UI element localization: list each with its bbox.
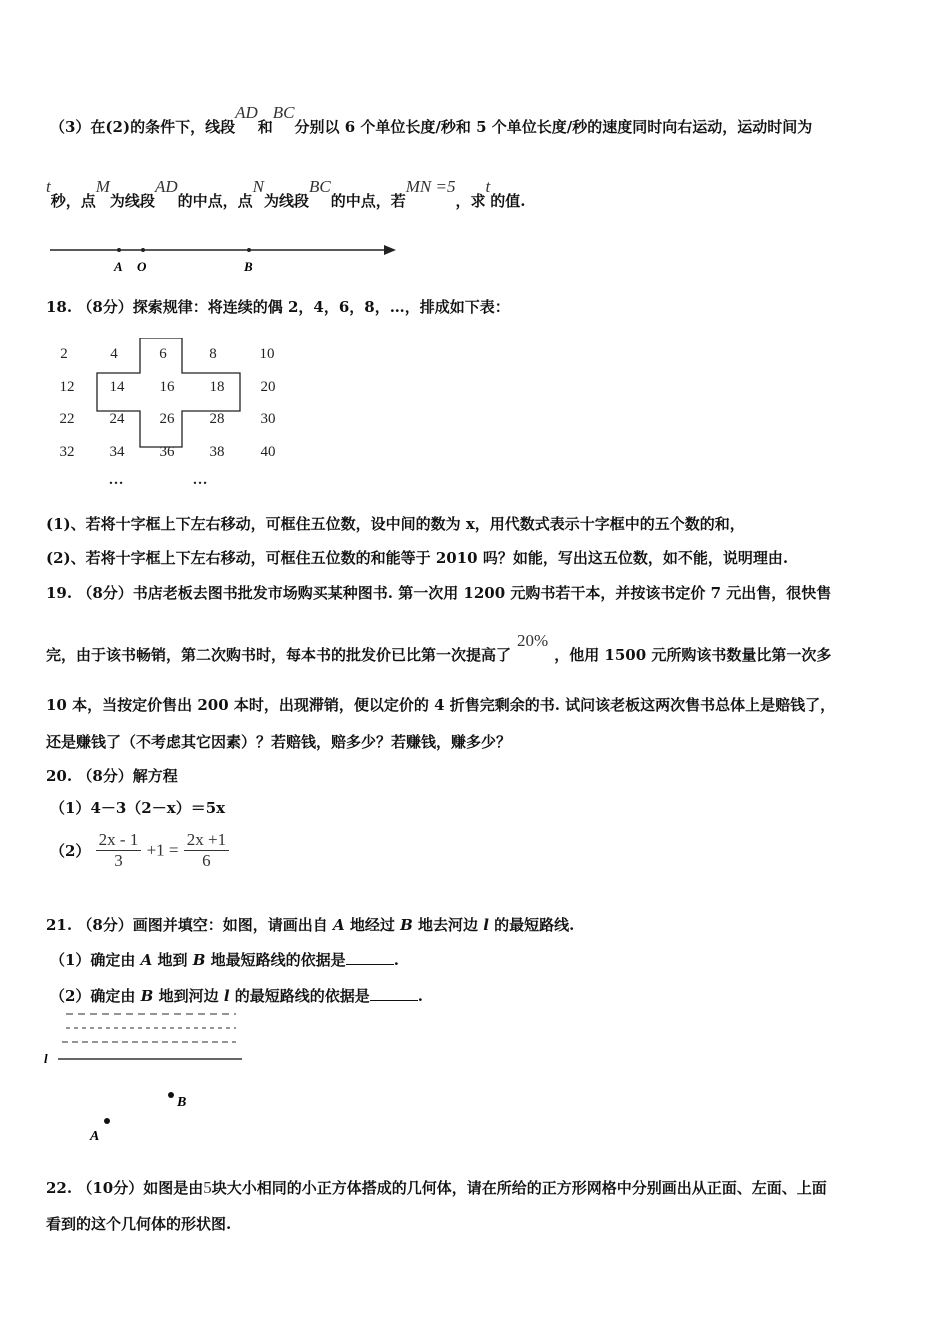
table-cell: 32 bbox=[59, 444, 75, 460]
q19-line3: 10 本，当按定价售出 200 本时，出现滞销，便以定价的 4 折售完剩余的书. 试问该老板这两次售书总体上是赔钱了， bbox=[46, 696, 836, 714]
text-fragment: 秒，点 bbox=[50, 192, 96, 210]
table-cell: 38 bbox=[209, 444, 225, 460]
arrow-head-icon bbox=[384, 245, 396, 255]
table-cell: 12 bbox=[59, 379, 75, 395]
label-b: B bbox=[177, 1095, 187, 1110]
q17-line1 bbox=[50, 103, 813, 137]
text-fragment: ，他用 1500 元所购该书数量比第一次多 bbox=[554, 646, 832, 664]
q20-title: 20. （8分）解方程 bbox=[46, 767, 178, 785]
q19-line2 bbox=[46, 631, 832, 665]
numerator: 2x - 1 bbox=[96, 830, 142, 851]
point-a: A bbox=[332, 916, 345, 934]
q18-title: 18. （8分）探索规律：将连续的偶 2，4，6，8，…，排成如下表： bbox=[46, 298, 510, 316]
table-cell: 2 bbox=[60, 346, 68, 362]
point-n: N bbox=[252, 177, 264, 196]
answer-blank[interactable] bbox=[370, 986, 418, 1001]
point-b: B bbox=[140, 987, 154, 1005]
percent-value: 20% bbox=[517, 631, 549, 650]
text-fragment: 地到河边 bbox=[153, 987, 224, 1005]
point-a-dot bbox=[104, 1118, 110, 1124]
q19-line1: 19. （8分）书店老板去图书批发市场购买某种图书. 第一次用 1200 元购书若干本，并按该书定价 7 元出售，很快售 bbox=[46, 584, 832, 602]
text-fragment: 完，由于该书畅销，第二次购书时，每本书的批发价已比第一次提高了 bbox=[46, 646, 512, 664]
segment-bc: BC bbox=[308, 177, 331, 196]
text-fragment: 地经过 bbox=[344, 916, 401, 934]
label-a: A bbox=[90, 1129, 100, 1144]
denominator: 3 bbox=[114, 851, 123, 870]
table-cell: 4 bbox=[110, 346, 118, 362]
river-figure bbox=[40, 1008, 250, 1148]
table-cell: 40 bbox=[260, 444, 276, 460]
table-cell: 18 bbox=[209, 379, 225, 395]
segment-ad: AD bbox=[235, 103, 258, 122]
text-fragment: ，求 bbox=[455, 192, 486, 210]
text-fragment: 为线段 bbox=[263, 192, 309, 210]
q17-line1-prefix: （3）在(2)的条件下，线段 bbox=[50, 118, 236, 136]
q22-line2: 看到的这个几何体的形状图. bbox=[46, 1215, 232, 1233]
point-b-dot bbox=[247, 248, 251, 252]
table-cell: 16 bbox=[159, 379, 175, 395]
denominator: 6 bbox=[202, 851, 211, 870]
point-m: M bbox=[95, 177, 110, 196]
q18-part2: (2)、若将十字框上下左右移动，可框住五位数的和能等于 2010 吗？如能，写出这五位数，如不能，说明理由. bbox=[46, 549, 789, 567]
text-fragment: . bbox=[417, 987, 423, 1005]
even-number-table bbox=[40, 338, 290, 498]
equation-mn: MN =5 bbox=[405, 177, 456, 196]
text-fragment: 的最短路线的依据是 bbox=[229, 987, 370, 1005]
point-o-dot bbox=[141, 248, 145, 252]
q21-part1 bbox=[50, 949, 399, 970]
text-fragment: 为线段 bbox=[109, 192, 155, 210]
equation-1: 4－3（2－x）＝5x bbox=[90, 799, 226, 817]
table-cell: 26 bbox=[159, 411, 175, 427]
text-fragment: （1）确定由 bbox=[50, 951, 141, 969]
table-cell: 34 bbox=[109, 444, 125, 460]
eq-label: （2） bbox=[50, 842, 91, 860]
equation-operator: +1 = bbox=[146, 840, 179, 860]
river-l: l bbox=[483, 916, 489, 934]
segment-bc: BC bbox=[272, 103, 295, 122]
text-fragment: 地去河边 bbox=[412, 916, 484, 934]
q18-part1: (1)、若将十字框上下左右移动，可框住五位数，设中间的数为 x，用代数式表示十字框中的五个数的和， bbox=[46, 515, 745, 533]
segment-ad: AD bbox=[154, 177, 178, 196]
table-cell: 36 bbox=[159, 444, 175, 460]
label-a: A bbox=[114, 259, 123, 274]
q17-line1-rest: 分别以 6 个单位长度/秒和 5 个单位长度/秒的速度同时向右运动，运动时间为 bbox=[294, 118, 813, 136]
text-fragment: 的值. bbox=[490, 192, 526, 210]
q20-eq1 bbox=[50, 797, 225, 818]
fraction-right bbox=[184, 830, 229, 871]
point-a-dot bbox=[117, 248, 121, 252]
text-fragment: 21. （8分）画图并填空：如图，请画出自 bbox=[46, 916, 333, 934]
text-fragment: 的中点，点 bbox=[177, 192, 253, 210]
table-cell: 28 bbox=[209, 411, 225, 427]
table-cell: 6 bbox=[159, 346, 167, 362]
number-line-figure bbox=[46, 238, 406, 278]
ellipsis: … bbox=[192, 472, 208, 488]
text-fragment: 地到 bbox=[152, 951, 193, 969]
table-cell: 30 bbox=[260, 411, 276, 427]
numerator: 2x +1 bbox=[184, 830, 229, 851]
table-cell: 14 bbox=[109, 379, 125, 395]
q19-line4: 还是赚钱了（不考虑其它因素）？若赔钱，赔多少？若赚钱，赚多少？ bbox=[46, 733, 512, 751]
q22-line1 bbox=[46, 1177, 827, 1198]
var-t: t bbox=[46, 177, 51, 196]
q20-eq2 bbox=[50, 830, 229, 871]
fraction-left bbox=[96, 830, 142, 871]
text-fragment: 地最短路线的依据是 bbox=[205, 951, 346, 969]
table-cell: 10 bbox=[259, 346, 275, 362]
table-cell: 20 bbox=[260, 379, 276, 395]
var-t: t bbox=[485, 177, 491, 196]
label-o: O bbox=[137, 259, 147, 274]
point-b: B bbox=[400, 916, 413, 934]
label-b: B bbox=[244, 259, 253, 274]
answer-blank[interactable] bbox=[346, 950, 394, 965]
text-fragment: 的中点，若 bbox=[330, 192, 406, 210]
river-l: l bbox=[223, 987, 230, 1005]
q21-title bbox=[46, 914, 574, 935]
q17-line2 bbox=[46, 177, 526, 211]
table-cell: 24 bbox=[109, 411, 125, 427]
text-fragment: . bbox=[393, 951, 399, 969]
point-a: A bbox=[140, 951, 153, 969]
cube-count: 5 bbox=[203, 1178, 212, 1197]
label-l: l bbox=[44, 1051, 48, 1066]
point-b-dot bbox=[168, 1092, 174, 1098]
q17-and: 和 bbox=[257, 118, 273, 136]
point-b: B bbox=[192, 951, 206, 969]
eq-label: （1） bbox=[50, 799, 91, 817]
text-fragment: 的最短路线. bbox=[488, 916, 575, 934]
table-cell: 8 bbox=[209, 346, 217, 362]
text-fragment: 块大小相同的小正方体搭成的几何体，请在所给的正方形网格中分别画出从正面、左面、上面 bbox=[211, 1179, 827, 1197]
text-fragment: （2）确定由 bbox=[50, 987, 141, 1005]
q21-part2 bbox=[50, 985, 423, 1006]
text-fragment: 22. （10分）如图是由 bbox=[46, 1179, 204, 1197]
table-cell: 22 bbox=[59, 411, 75, 427]
ellipsis: … bbox=[108, 472, 124, 488]
